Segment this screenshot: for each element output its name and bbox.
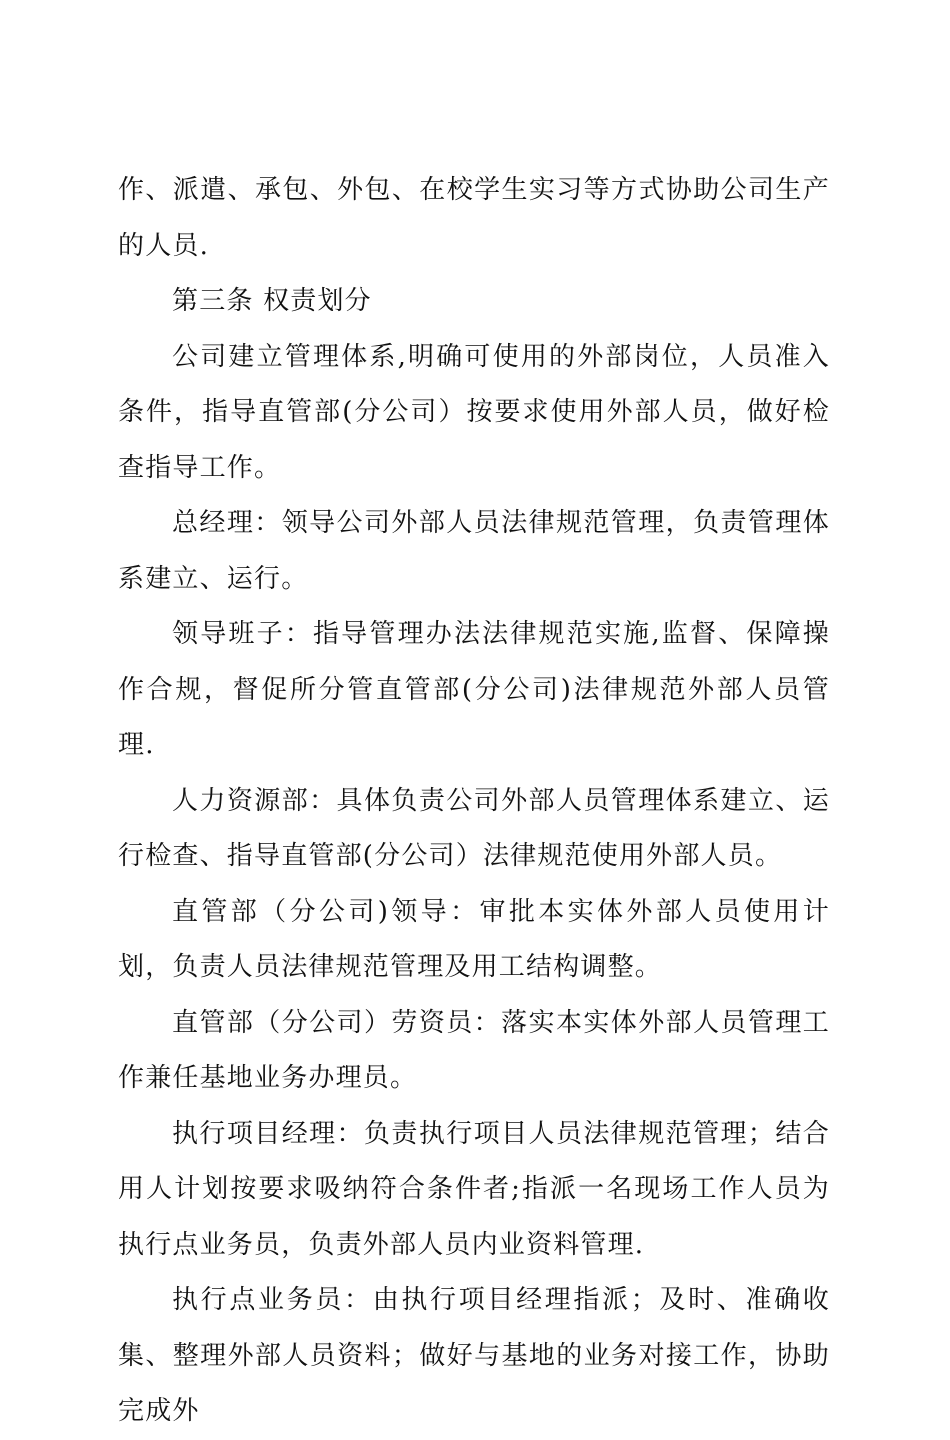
paragraph-company: 公司建立管理体系,明确可使用的外部岗位，人员准入条件，指导直管部(分公司）按要求使用外部人员，做好检查指导工作。: [118, 341, 830, 483]
paragraph-leadership: 领导班子：指导管理办法法律规范实施,监督、保障操作合规，督促所分管直管部(分公司)法律规范外部人员管理.: [118, 619, 830, 760]
paragraph-continuation: 作、派遣、承包、外包、在校学生实习等方式协助公司生产的人员.: [118, 175, 830, 261]
paragraph-branch-labor-clerk: 直管部（分公司）劳资员：落实本实体外部人员管理工作兼任基地业务办理员。: [118, 1007, 830, 1093]
article-heading: 第三条 权责划分: [172, 286, 372, 316]
paragraph-project-manager: 执行项目经理：负责执行项目人员法律规范管理；结合用人计划按要求吸纳符合条件者;指派一名现场工作人员为执行点业务员，负责外部人员内业资料管理.: [118, 1118, 830, 1260]
paragraph-hr-department: 人力资源部：具体负责公司外部人员管理体系建立、运行检查、指导直管部(分公司）法律规范使用外部人员。: [118, 785, 830, 871]
paragraph-general-manager: 总经理：领导公司外部人员法律规范管理，负责管理体系建立、运行。: [118, 508, 830, 594]
document-body: [118, 163, 830, 1440]
paragraph-site-clerk: 执行点业务员：由执行项目经理指派；及时、准确收集、整理外部人员资料；做好与基地的业务对接工作，协助完成外: [118, 1285, 830, 1426]
paragraph-branch-leader: 直管部（分公司)领导：审批本实体外部人员使用计划，负责人员法律规范管理及用工结构调整。: [118, 896, 830, 982]
